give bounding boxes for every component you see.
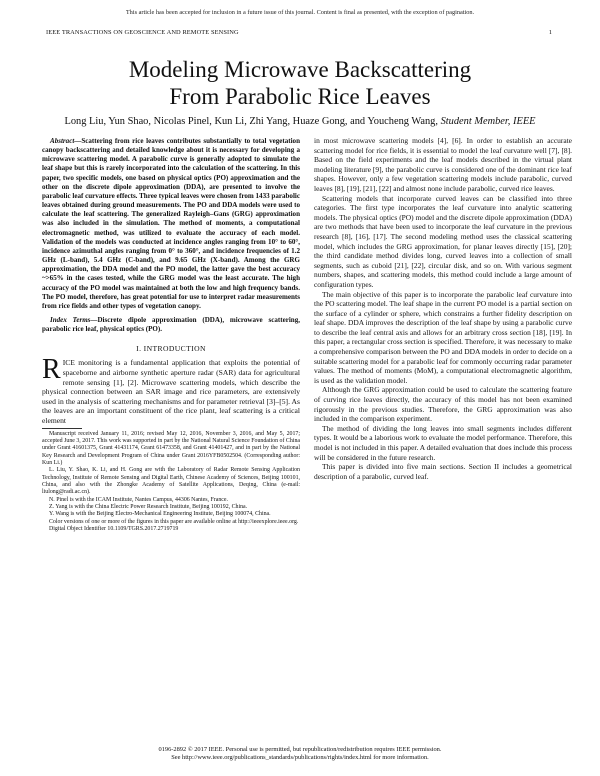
index-terms-text: Discrete dipole approximation (DDA), microwave scattering, parabolic rice leaf, physical optics (PO). bbox=[42, 315, 300, 334]
body-paragraph: Although the GRG approximation could be used to calculate the scattering feature of curving rice leaves directly, the accuracy of this model has not been examined rigorously in the previous studies. Therefore, the GRG approximation was also included in the comparison experiment. bbox=[314, 385, 572, 424]
author-list bbox=[0, 116, 600, 127]
running-head: IEEE TRANSACTIONS ON GEOSCIENCE AND REMOTE SENSING bbox=[46, 29, 239, 36]
rights-link[interactable]: See http://www.ieee.org/publications_standards/publications/rights/index.html for more information. bbox=[171, 754, 429, 762]
introduction-paragraph bbox=[42, 354, 300, 425]
page-number: 1 bbox=[548, 29, 552, 36]
abstract-text: Scattering from rice leaves contributes substantially to total vegetation canopy backscattering and detailed knowledge about it is necessary for developing a microwave scattering model. A parabolic curve is generally adopted to simulate the leaf shape but this is rarely incorporated into the calculation of the scattering. In this paper, two specific models, one based on physical optics (PO) approximation and the other on the discrete dipole approximation (DDA), are presented to involve the parabolic leaf curvature effects. Three typical leaves were chosen from 1433 parabolic leaves obtained during ground measurements. The PO and DDA models were used to calculate the leaf scattering. The generalized Rayleigh–Gans (GRG) approximation was also included in the simulation. The method of moments, a computational electromagnetic method, was utilized to evaluate the accuracy of each model. Validation of the models was conducted at incidence angles ranging from 10° to 60°, incidence azimuthal angles ranging from 0° to 360°, and incidence frequencies of 1.2 GHz (L-band), 5.4 GHz (C-band), and 9.65 GHz (X-band). Among the GRG approximation, the DDA model and the PO model, the latter gave the best accuracy ~>65% in the cases tested, while the GRG model was the least accurate. The high accuracy of the PO model was maintained at both the low and high frequency bands. The PO model, therefore, has great potential for use to interpret radar measurements from rice fields and other types of vegetation canopy. bbox=[42, 137, 300, 310]
author-role: Student Member, IEEE bbox=[440, 116, 536, 127]
footnote-manuscript: Manuscript received January 11, 2016; revised May 12, 2016, November 3, 2016, and May 5, 2017; accepted June 3, 2017. This work was supported in part by the National Natural Science Foundation of China under Grant 41601375, Grant 41431174, Grant 61473358, and Grant 41401427, and in part by the National Key Research and Development Program of China under Grant 2016YFB0502504. (Corresponding author: Kun Li.) bbox=[42, 430, 300, 466]
right-column bbox=[314, 136, 572, 481]
copyright-line: 0196-2892 © 2017 IEEE. Personal use is permitted, but republication/redistribution requires IEEE permission. bbox=[158, 746, 442, 753]
footnote-affiliation-4: Y. Wang is with the Beijing Electro-Mechanical Engineering Institute, Beijing 100074, China. bbox=[49, 511, 271, 518]
left-column bbox=[42, 137, 300, 533]
footnote-affiliation-3: Z. Yang is with the China Electric Power Research Institute, Beijing 100192, China. bbox=[49, 504, 248, 511]
paper-title bbox=[0, 56, 600, 110]
copyright-footer bbox=[0, 746, 600, 763]
abstract-label: Abstract— bbox=[50, 137, 82, 145]
index-terms-label: Index Terms— bbox=[50, 315, 98, 324]
footnote-affiliation-1: L. Liu, Y. Shao, K. Li, and H. Gong are with the Laboratory of Radar Remote Sensing Application Technology, Institute of Remote Sensing and Digital Earth, Chinese Academy of Sciences, Beijing 100101, China, and also with the Zhongke Academy of Satellite Applications, Deqing, China (e-mail: liulong@radi.ac.cn). bbox=[42, 467, 300, 496]
acceptance-notice: This article has been accepted for inclusion in a future issue of this journal. Content is final as presented, with the exception of pagination. bbox=[125, 9, 475, 16]
footnote-divider bbox=[42, 428, 82, 429]
introduction-text: ICE monitoring is a fundamental application that exploits the potential of spaceborne and airborne synthetic aperture radar (SAR) data for agricultural remote sensing [1], [2]. Microwave scattering models, which describe the physical connection between an SAR image and rice parameters, are extensively used in the analysis of scattering mechanisms and for parameter retrieval [3]–[5]. As the leaves are an important constituent of the rice plant, leaf scattering is a critical element bbox=[42, 358, 300, 425]
body-paragraph: The main objective of this paper is to incorporate the parabolic leaf curvature into the PO scattering model. The leaf shape in the current PO model is a partial section on the surface of a cylinder or sphere, which constrains a further fidelity description on leaf shape. DDA improves the description of the leaf shape by using a parabolic curve to describe the leaf central axis and allows for an arbitrary cross section [18], [19]. In this paper, a rectangular cross section is specified. Therefore, it was necessary to make a comprehensive comparison between the PO and DDA models in order to decide on a suitable scattering model for a parabolic leaf for commonly occurring radar parameter values. The method of moments (MoM), a computational electromagnetic algorithm, is used as the validation model. bbox=[314, 289, 572, 385]
title-line-1: Modeling Microwave Backscattering bbox=[128, 57, 472, 82]
body-paragraph: This paper is divided into five main sections. Section II includes a geometrical description of a parabolic, curved leaf. bbox=[314, 462, 572, 481]
index-terms bbox=[42, 316, 300, 334]
body-paragraph: in most microwave scattering models [4], [6]. In order to establish an accurate scattering model for rice fields, it is essential to model the leaf curvature well [7], [8]. Based on the field experiments and the leaf models described in the virtual plant modeling literature [9], the parabolic curve is considered one of the dominant rice leaf shapes. However, only a few vegetation scattering models include parabolic, curved leaves [8], [19], [21], [22] and almost none include parabolic, curved rice leaves. bbox=[314, 136, 572, 193]
title-line-2: From Parabolic Rice Leaves bbox=[169, 84, 431, 109]
footnote-color-versions: Color versions of one or more of the figures in this paper are available online at http://ieeexplore.ieee.org. bbox=[49, 518, 299, 525]
body-paragraph: Scattering models that incorporate curved leaves can be classified into three categories. The first type incorporates the leaf curvature into analytic scattering models. The physical optics (PO) model and the discrete dipole approximation (DDA) are two methods that have been used to incorporate the leaf curvature in the previous research [8], [16], [17]. The second modeling method uses the classical scattering model, which includes the GRG approximation, for planar leaves directly [15], [20]; the third candidate method divides long, curved leaves into a collection of small segments, such as cuboid [21], [22], circular disk, and so on. With various segment numbers, shapes, and scattering models, this method could include a large amount of configuration types. bbox=[314, 193, 572, 289]
abstract bbox=[42, 137, 300, 311]
drop-cap: R bbox=[42, 354, 61, 386]
section-heading-introduction: I. INTRODUCTION bbox=[136, 344, 206, 354]
author-names: Long Liu, Yun Shao, Nicolas Pinel, Kun Li, Zhi Yang, Huaze Gong, and Youcheng Wang, bbox=[64, 116, 438, 127]
body-paragraph: The method of dividing the long leaves into small segments includes different types. It would be a laborious work to evaluate the model performance. Therefore, this model is not included in this paper. A detailed evaluation that does include this process will be considered in the future research. bbox=[314, 423, 572, 462]
footnote-affiliation-2: N. Pinel is with the ICAM Institute, Nantes Campus, 44306 Nantes, France. bbox=[49, 496, 228, 503]
footnote-doi: Digital Object Identifier 10.1109/TGRS.2017.2719719 bbox=[49, 526, 179, 533]
footnotes bbox=[42, 431, 300, 534]
